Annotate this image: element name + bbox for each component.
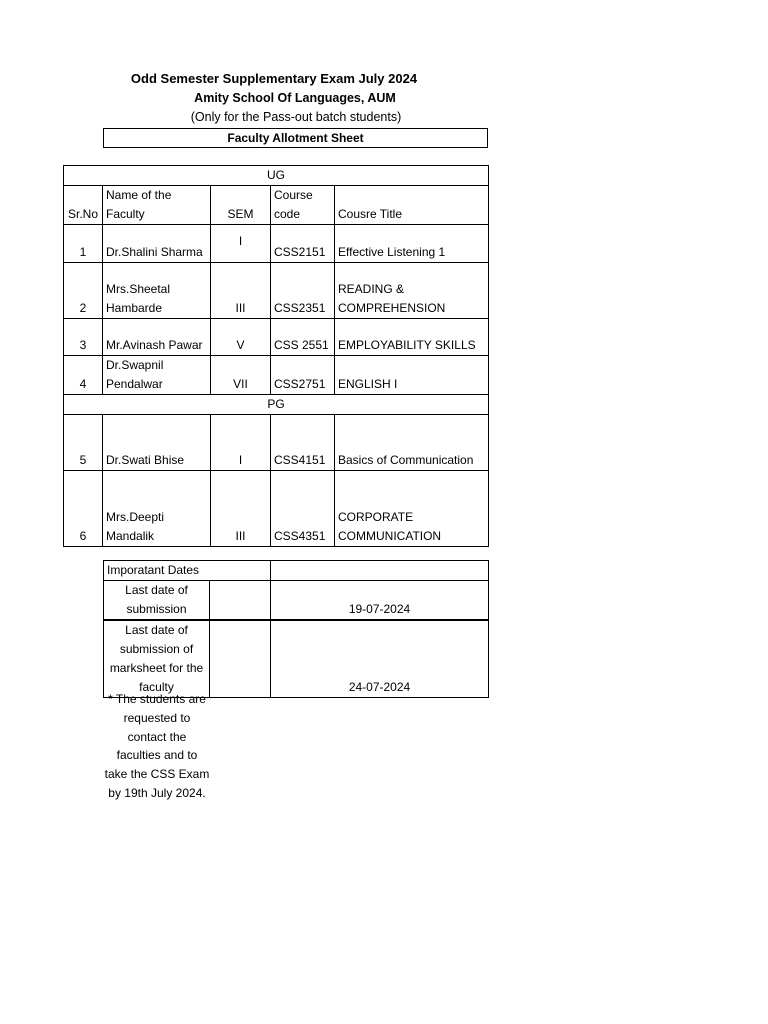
table-row	[64, 263, 489, 319]
col-header-title: Cousre Title	[335, 186, 489, 225]
col-header-sem: SEM	[211, 186, 271, 225]
dates-heading-blank	[271, 561, 489, 581]
date-value-cell: 19-07-2024	[271, 581, 489, 621]
blank-cell	[210, 620, 271, 698]
srno-cell: 1	[64, 225, 103, 263]
pg-section-header: PG	[64, 395, 489, 415]
code-cell: CSS 2551	[271, 319, 335, 356]
srno-cell: 6	[64, 471, 103, 547]
title-cell: EMPLOYABILITY SKILLS	[335, 319, 489, 356]
title-cell: Effective Listening 1	[335, 225, 489, 263]
ug-section-header: UG	[64, 166, 489, 186]
code-cell: CSS2351	[271, 263, 335, 319]
col-header-faculty: Name of the Faculty	[103, 186, 211, 225]
blank-cell	[210, 581, 271, 621]
table-row	[64, 225, 489, 263]
srno-cell: 5	[64, 415, 103, 471]
faculty-cell: Mrs.Sheetal Hambarde	[103, 263, 211, 319]
sem-cell: VII	[211, 356, 271, 395]
sem-cell: V	[211, 319, 271, 356]
footnote: * The students are requested to contact the faculties and to take the CSS Exam by 19th July 2024.	[104, 692, 210, 800]
table-row	[64, 471, 489, 547]
important-dates-table	[103, 560, 489, 698]
school-name: Amity School Of Languages, AUM	[194, 91, 396, 105]
faculty-cell: Mrs.Deepti Mandalik	[103, 471, 211, 547]
code-cell: CSS2751	[271, 356, 335, 395]
table-row	[64, 319, 489, 356]
srno-cell: 3	[64, 319, 103, 356]
faculty-cell: Dr.Swati Bhise	[103, 415, 211, 471]
col-header-srno: Sr.No	[64, 186, 103, 225]
faculty-cell: Dr.Swapnil Pendalwar	[103, 356, 211, 395]
date-label-cell: Last date of submission	[104, 581, 210, 621]
date-label-cell: Last date of submission of marksheet for the faculty	[104, 620, 210, 698]
srno-cell: 4	[64, 356, 103, 395]
sem-cell: I	[211, 415, 271, 471]
column-header-row	[64, 186, 489, 225]
col-header-code: Course code	[271, 186, 335, 225]
code-cell: CSS4351	[271, 471, 335, 547]
date-value-cell: 24-07-2024	[271, 620, 489, 698]
table-row	[64, 415, 489, 471]
title-cell: READING & COMPREHENSION	[335, 263, 489, 319]
document-title: Odd Semester Supplementary Exam July 2024	[130, 71, 418, 86]
sem-cell: I	[211, 225, 271, 263]
faculty-allotment-table	[63, 165, 489, 547]
dates-heading: Imporatant Dates	[104, 561, 271, 581]
code-cell: CSS2151	[271, 225, 335, 263]
title-cell: Basics of Communication	[335, 415, 489, 471]
title-cell: ENGLISH I	[335, 356, 489, 395]
title-cell: CORPORATE COMMUNICATION	[335, 471, 489, 547]
faculty-cell: Dr.Shalini Sharma	[103, 225, 211, 263]
sem-cell: III	[211, 471, 271, 547]
table-row	[64, 356, 489, 395]
sem-cell: III	[211, 263, 271, 319]
sheet-title-box: Faculty Allotment Sheet	[103, 128, 488, 148]
date-row	[104, 620, 489, 698]
date-row	[104, 581, 489, 621]
faculty-cell: Mr.Avinash Pawar	[103, 319, 211, 356]
srno-cell: 2	[64, 263, 103, 319]
batch-note: (Only for the Pass-out batch students)	[190, 110, 402, 124]
code-cell: CSS4151	[271, 415, 335, 471]
